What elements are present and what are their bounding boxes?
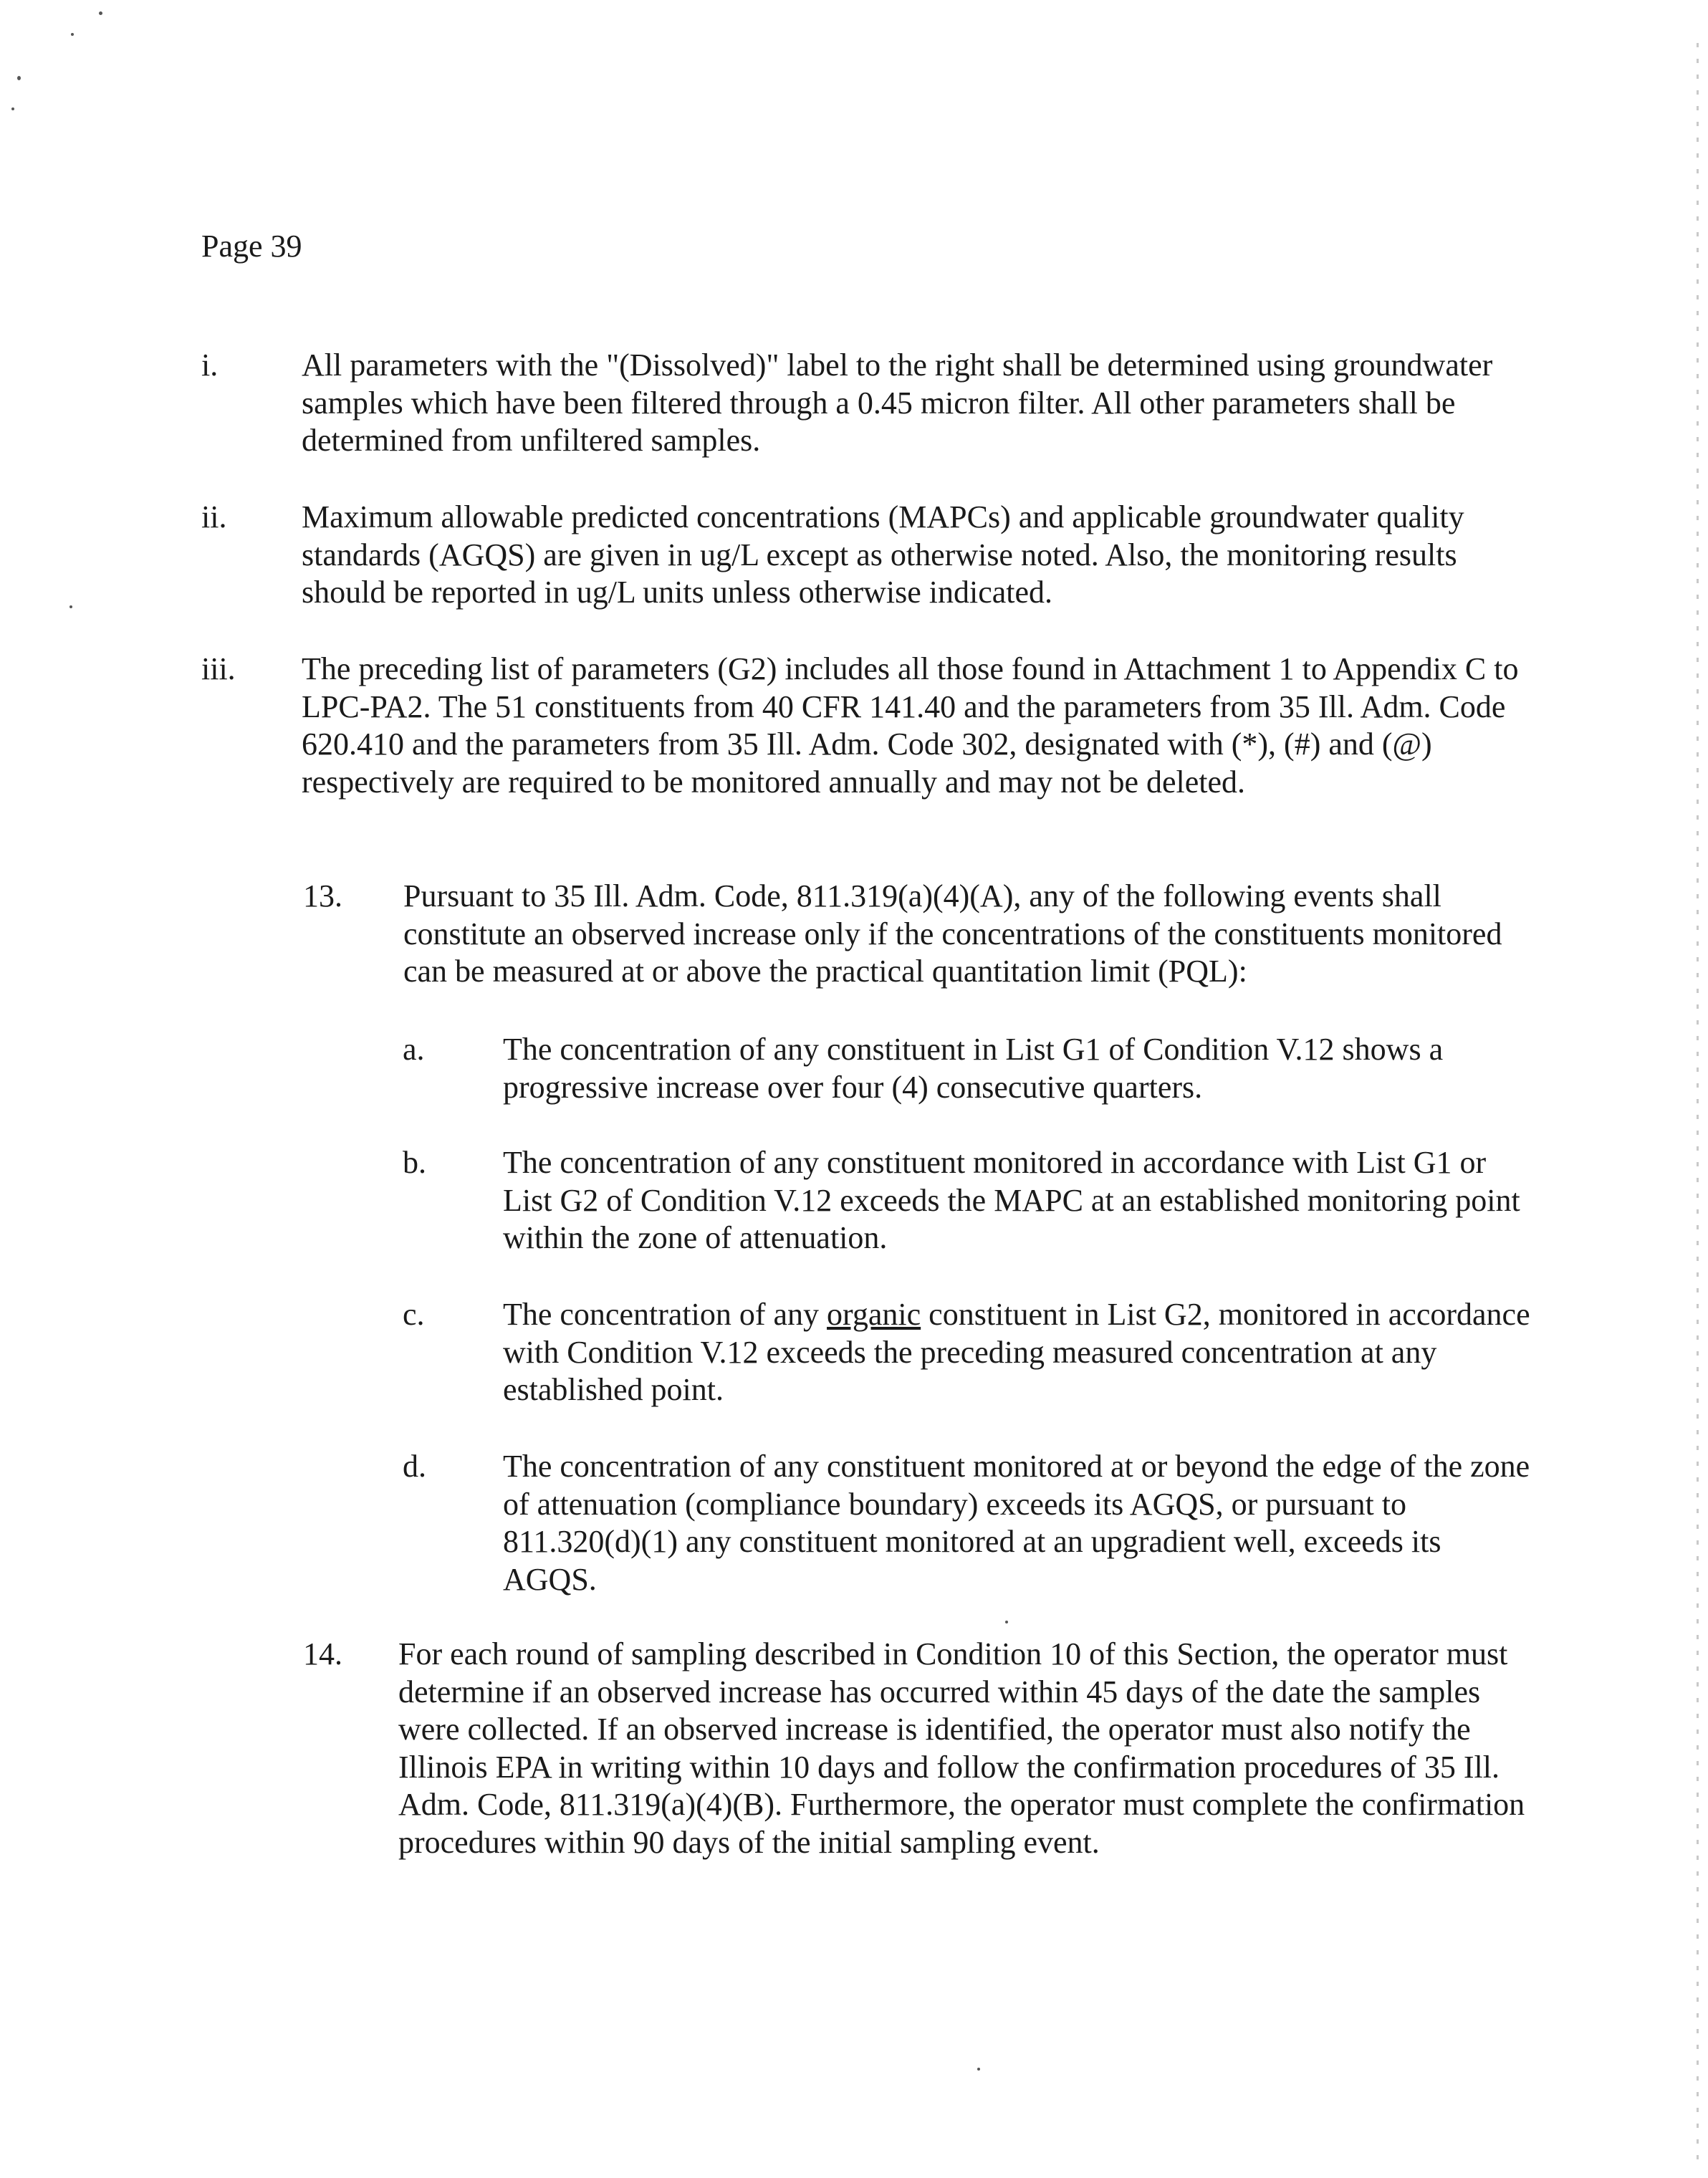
condition-marker: 14.	[303, 1636, 342, 1671]
note-marker: iii.	[201, 651, 236, 686]
note-marker: i.	[201, 347, 219, 383]
item-text: The concentration of any constituent monitored at or beyond the edge of the zone of attenuation (compliance boundary) exceeds its AGQS, or pursuant to 811.320(d)(1) any constituent monitored at an upgradient well, exceeds its AGQS.	[503, 1449, 1530, 1597]
page-number: Page 39	[201, 229, 302, 264]
item-text: The concentration of any constituent in List G1 of Condition V.12 shows a progressive increase over four (4) consecutive quarters.	[503, 1032, 1444, 1105]
condition-text: Pursuant to 35 Ill. Adm. Code, 811.319(a)(4)(A), any of the following events shall constitute an observed increase only if the concentrations of the constituents monitored can be measured at or above the practical quantitation limit (PQL):	[403, 878, 1502, 989]
note-marker: ii.	[201, 499, 227, 534]
note-text: The preceding list of parameters (G2) includes all those found in Attachment 1 to Appendix C to LPC-PA2. The 51 constituents from 40 CFR 141.40 and the parameters from 35 Ill. Adm. Code 620.410 and the parameters from 35 Ill. Adm. Code 302, designated with (*), (#) and (@) respectively are required to be monitored annually and may not be deleted.	[302, 651, 1519, 800]
note-text: All parameters with the "(Dissolved)" label to the right shall be determined using groundwater samples which have been filtered through a 0.45 micron filter. All other parameters shall be determined from unfiltered samples.	[302, 347, 1493, 458]
scan-speck	[1005, 1621, 1008, 1623]
scan-speck	[17, 76, 21, 80]
item-marker: a.	[403, 1032, 425, 1067]
scan-speck	[977, 2068, 980, 2071]
item-text-after: constituent in List G2, monitored in accordance with Condition V.12 exceeds the preceding measured concentration at any established point.	[503, 1297, 1530, 1407]
condition-marker: 13.	[303, 878, 342, 913]
scan-edge-line	[1697, 43, 1699, 2164]
note-text: Maximum allowable predicted concentrations (MAPCs) and applicable groundwater quality standards (AGQS) are given in ug/L except as otherwise noted. Also, the monitoring results should be reported in ug/L units unless otherwise indicated.	[302, 499, 1464, 610]
item-text	[503, 1296, 1535, 1409]
item-marker: d.	[403, 1449, 426, 1484]
item-text-before: The concentration of any	[503, 1297, 827, 1332]
underlined-term: organic	[827, 1297, 921, 1332]
item-marker: c.	[403, 1297, 425, 1332]
scan-speck	[99, 11, 102, 15]
scan-speck	[69, 605, 72, 608]
scan-speck	[71, 33, 74, 36]
condition-text: For each round of sampling described in Condition 10 of this Section, the operator must determine if an observed increase has occurred within 45 days of the date the samples were collected. If an observed increase is identified, the operator must also notify the Illinois EPA in writing within 10 days and follow the confirmation procedures of 35 Ill. Adm. Code, 811.319(a)(4)(B). Furthermore, the operator must complete the confirmation procedures within 90 days of the initial sampling event.	[398, 1636, 1525, 1860]
item-text: The concentration of any constituent monitored in accordance with List G1 or List G2 of Condition V.12 exceeds the MAPC at an established monitoring point within the zone of attenuation.	[503, 1145, 1520, 1255]
scan-speck	[11, 107, 14, 110]
item-marker: b.	[403, 1145, 426, 1180]
